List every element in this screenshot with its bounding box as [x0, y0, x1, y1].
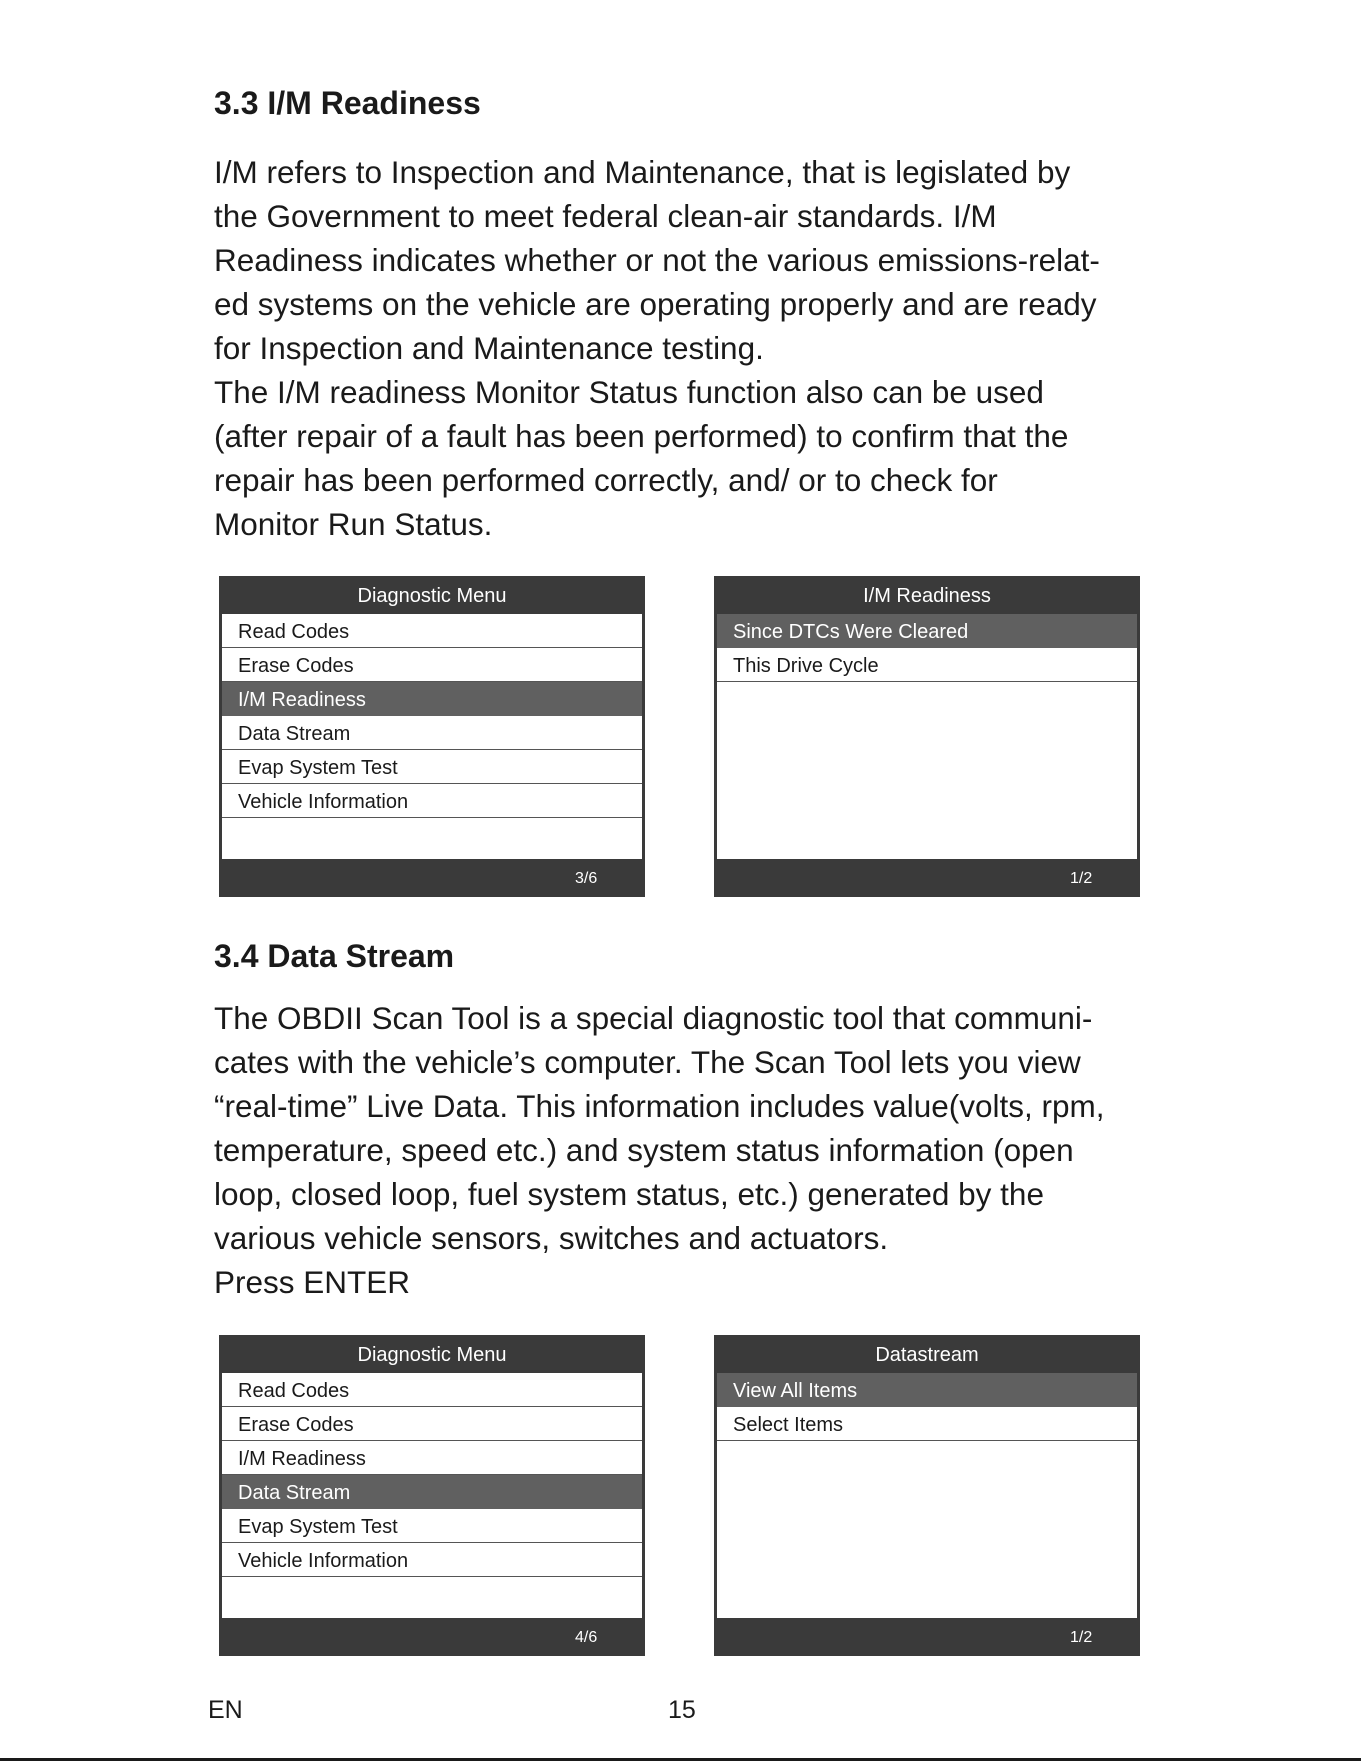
menu-item-data-stream[interactable]: Data Stream [222, 1475, 642, 1509]
paragraph-line: cates with the vehicle’s computer. The Scan Tool lets you view [214, 1044, 1081, 1080]
menu-item-im-readiness[interactable]: I/M Readiness [222, 682, 642, 716]
paragraph-line: Readiness indicates whether or not the various emissions-relat- [214, 242, 1100, 278]
menu-item-empty [222, 818, 642, 852]
menu-item-view-all-items[interactable]: View All Items [717, 1373, 1137, 1407]
menu-item-evap-system-test[interactable]: Evap System Test [222, 1509, 642, 1543]
menu-item-erase-codes[interactable]: Erase Codes [222, 648, 642, 682]
menu-list [222, 1373, 642, 1618]
menu-item-this-drive-cycle[interactable]: This Drive Cycle [717, 648, 1137, 682]
menu-item-data-stream[interactable]: Data Stream [222, 716, 642, 750]
page-number: 15 [668, 1696, 696, 1724]
menu-item-since-dtcs-cleared[interactable]: Since DTCs Were Cleared [717, 614, 1137, 648]
page-indicator: 1/2 [1070, 870, 1093, 887]
screen-title: I/M Readiness [863, 585, 991, 607]
paragraph-line: repair has been performed correctly, and/ or to check for [214, 462, 998, 498]
section-heading-im-readiness: 3.3 I/M Readiness [214, 85, 481, 121]
im-readiness-screen [714, 576, 1140, 897]
page-indicator: 4/6 [575, 1629, 598, 1646]
paragraph-line: The OBDII Scan Tool is a special diagnostic tool that communi- [214, 1000, 1093, 1036]
screen-title: Datastream [875, 1344, 979, 1366]
im-readiness-paragraph [214, 150, 1100, 546]
menu-item-read-codes[interactable]: Read Codes [222, 1373, 642, 1407]
paragraph-line: Press ENTER [214, 1264, 411, 1300]
datastream-screen [714, 1335, 1140, 1656]
screen-title: Diagnostic Menu [357, 1344, 507, 1366]
diagnostic-menu-screen-1 [219, 576, 645, 897]
menu-item-erase-codes[interactable]: Erase Codes [222, 1407, 642, 1441]
page-indicator: 3/6 [575, 870, 598, 887]
menu-item-empty [222, 1577, 642, 1611]
menu-list [222, 614, 642, 859]
paragraph-line: for Inspection and Maintenance testing. [214, 330, 764, 366]
paragraph-line: (after repair of a fault has been performed) to confirm that the [214, 418, 1069, 454]
paragraph-line: The I/M readiness Monitor Status function also can be used [214, 374, 1044, 410]
paragraph-line: “real-time” Live Data. This information includes value(volts, rpm, [214, 1088, 1105, 1124]
menu-item-vehicle-information[interactable]: Vehicle Information [222, 1543, 642, 1577]
paragraph-line: Monitor Run Status. [214, 506, 493, 542]
page-indicator: 1/2 [1070, 1629, 1093, 1646]
section-heading-data-stream: 3.4 Data Stream [214, 938, 455, 974]
paragraph-line: the Government to meet federal clean-air standards. I/M [214, 198, 997, 234]
paragraph-line: ed systems on the vehicle are operating properly and are ready [214, 286, 1097, 322]
paragraph-line: temperature, speed etc.) and system status information (open [214, 1132, 1074, 1168]
paragraph-line: loop, closed loop, fuel system status, etc.) generated by the [214, 1176, 1044, 1212]
menu-list [717, 614, 1137, 859]
paragraph-line: I/M refers to Inspection and Maintenance, that is legislated by [214, 154, 1071, 190]
screen-title: Diagnostic Menu [357, 585, 507, 607]
menu-item-evap-system-test[interactable]: Evap System Test [222, 750, 642, 784]
paragraph-line: various vehicle sensors, switches and actuators. [214, 1220, 889, 1256]
menu-item-select-items[interactable]: Select Items [717, 1407, 1137, 1441]
menu-item-im-readiness[interactable]: I/M Readiness [222, 1441, 642, 1475]
diagnostic-menu-screen-2 [219, 1335, 645, 1656]
menu-item-vehicle-information[interactable]: Vehicle Information [222, 784, 642, 818]
data-stream-paragraph [214, 996, 1105, 1304]
menu-list [717, 1373, 1137, 1618]
menu-item-read-codes[interactable]: Read Codes [222, 614, 642, 648]
language-code: EN [208, 1696, 243, 1724]
